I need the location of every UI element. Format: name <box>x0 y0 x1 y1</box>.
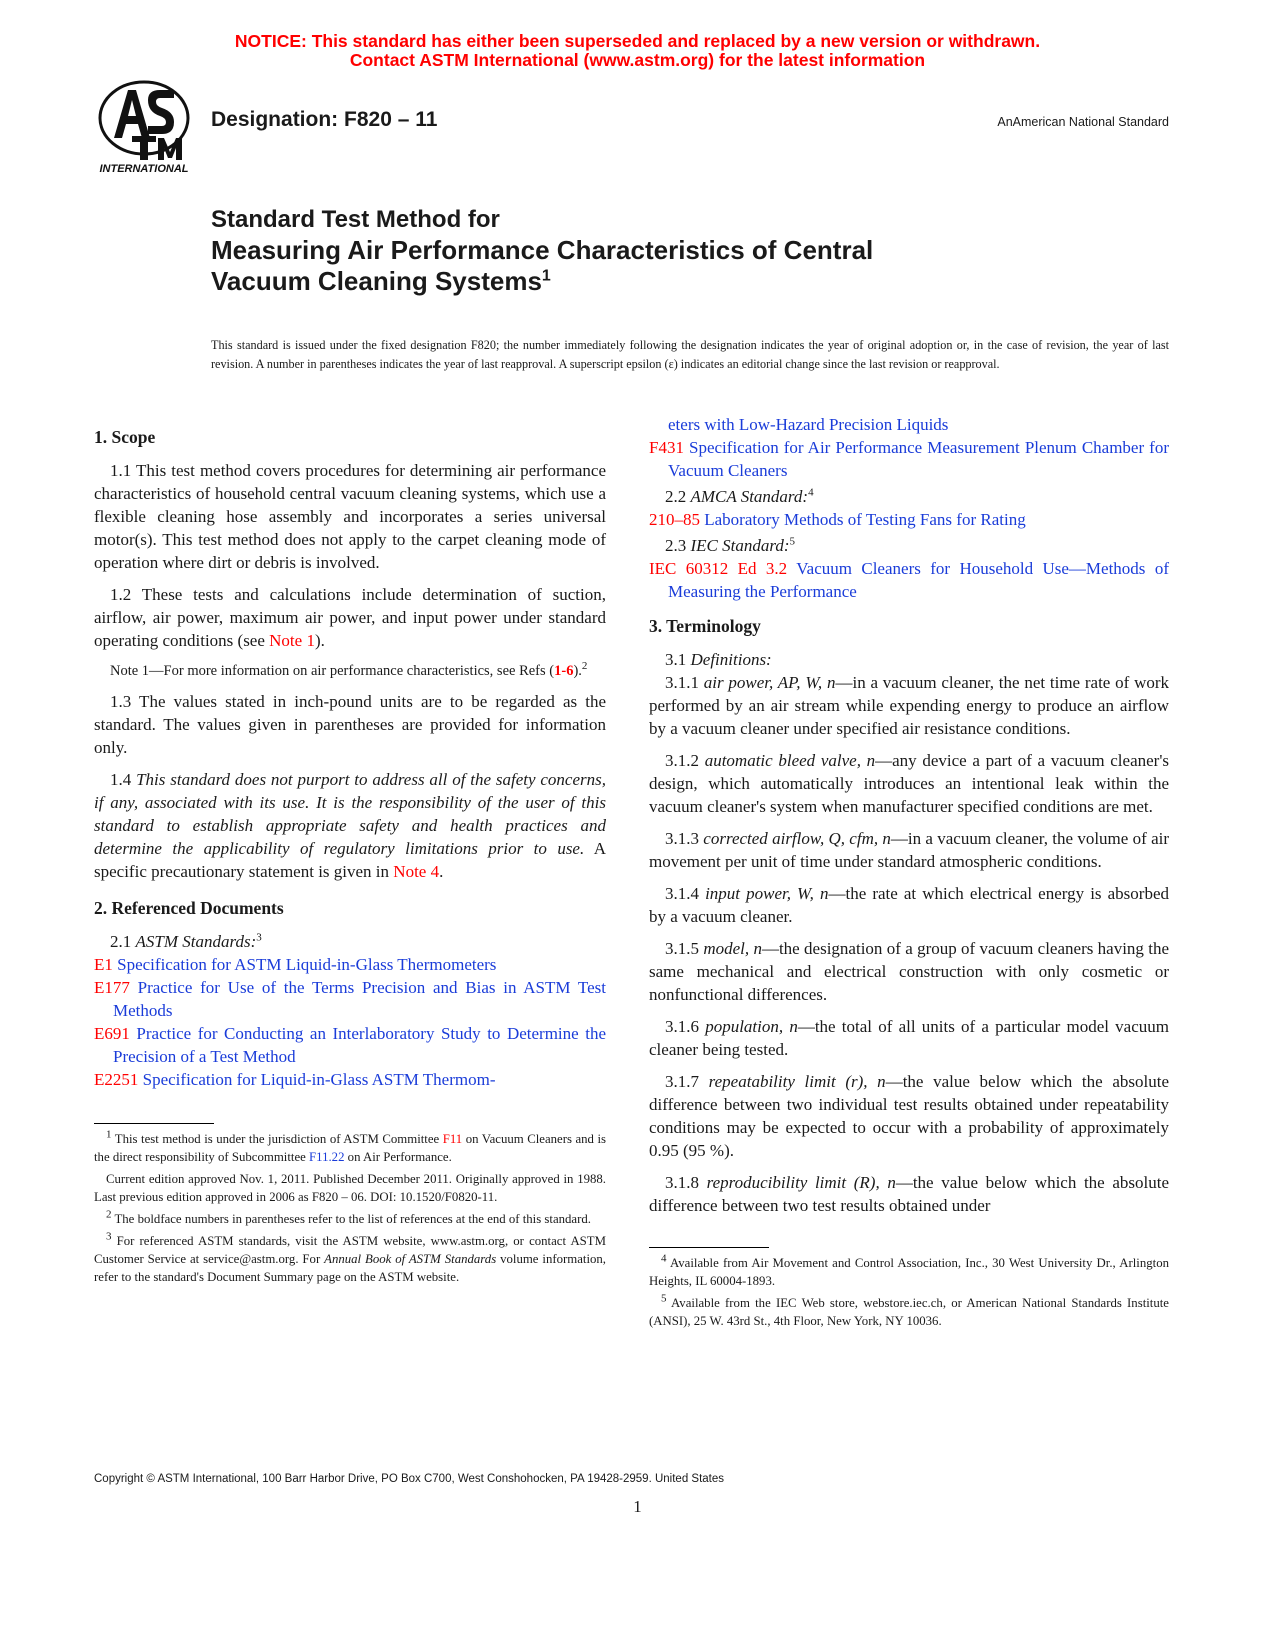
copyright: Copyright © ASTM International, 100 Barr Harbor Drive, PO Box C700, West Conshohocken, PA 19428-2959. United States <box>94 1473 725 1485</box>
para-1-4: 1.4 This standard does not purport to address all of the safety concerns, if any, associated with its use. It is the responsibility of the user of this standard to establish appropriate safety and health practices and determine the applicability of regulatory limitations prior to use. A specific precautionary statement is given in Note 4. <box>94 770 606 881</box>
astm-logo <box>92 80 196 176</box>
para-1-3: 1.3 The values stated in inch-pound units are to be regarded as the standard. The values given in parentheses are provided for information only. <box>94 692 606 757</box>
ref-e2251-cont[interactable]: eters with Low-Hazard Precision Liquids <box>668 415 949 434</box>
footnote-2: $^2$ The boldface numbers in parentheses refer to the list of references at the end of this standard. <box>106 1208 591 1226</box>
para-2-1: 2.1 ASTM Standards:$^3$ <box>110 931 262 951</box>
footnote-4: $^4$ Available from Air Movement and Control Association, Inc., 30 West University Dr., Arlington Heights, IL 60004-1893. <box>649 1252 1169 1288</box>
para-1-2: 1.2 These tests and calculations include determination of suction, airflow, air power, maximum air power, and input power under standard operating conditions (see Note 1). <box>94 585 606 650</box>
ref-amca[interactable]: 210–85 Laboratory Methods of Testing Fans for Rating <box>649 510 1026 529</box>
notice-line-2: Contact ASTM International (www.astm.org) for the latest information <box>349 50 926 70</box>
title-footnote-mark: 1 <box>541 267 551 285</box>
footnote-1: $^1$ This test method is under the jurisdiction of ASTM Committee F11 on Vacuum Cleaners and is the direct responsibility of Subcommittee F11.22 on Air Performance. <box>94 1128 607 1164</box>
logo-text: INTERNATIONAL <box>99 163 189 175</box>
ref-e691[interactable]: E691 Practice for Conducting an Interlaboratory Study to Determine the Precision of a Test Method <box>94 1024 606 1066</box>
title-line-2: Measuring Air Performance Characteristics of Central <box>211 235 874 265</box>
definition-model: 3.1.5 model, n—the designation of a group of vacuum cleaners having the same mechanical and electrical construction with only cosmetic or nonfunctional differences. <box>649 939 1170 1004</box>
ref-f431[interactable]: F431 Specification for Air Performance Measurement Plenum Chamber for Vacuum Cleaners <box>649 438 1169 480</box>
issuance-note: This standard is issued under the fixed designation F820; the number immediately following the designation indicates the year of original adoption or, in the case of revision, the year of last revision. A number in parentheses indicates the year of last reapproval. A superscript epsilon (ε) indicates an editorial change since the last revision or reapproval. <box>211 338 1169 371</box>
note-4-link[interactable]: Note 4 <box>393 862 440 881</box>
notice-line-1: NOTICE: This standard has either been superseded and replaced by a new version or withdrawn. <box>234 31 1041 51</box>
footnote-5: $^5$ Available from the IEC Web store, webstore.iec.ch, or American National Standards Institute (ANSI), 25 W. 43rd St., 4th Floor, New York, NY 10036. <box>649 1292 1169 1328</box>
astm-logo-icon <box>92 80 196 176</box>
title-line-3: Vacuum Cleaning Systems <box>211 266 542 296</box>
designation: Designation: F820 – 11 <box>211 108 438 131</box>
ref-e177[interactable]: E177 Practice for Use of the Terms Precision and Bias in ASTM Test Methods <box>94 978 606 1020</box>
american-national-standard: AnAmerican National Standard <box>997 115 1169 129</box>
page-number: 1 <box>633 1497 642 1516</box>
footnote-rule <box>649 1247 769 1248</box>
para-2-2: 2.2 AMCA Standard:$^4$ <box>665 486 814 506</box>
footnote-1-cont: Current edition approved Nov. 1, 2011. Published December 2011. Originally approved in 1988. Last previous edition approved in 2006 as F820 – 06. DOI: 10.1520/F0820-11. <box>94 1172 606 1204</box>
right-footnotes <box>649 1247 1169 1330</box>
ref-e2251[interactable]: E2251 Specification for Liquid-in-Glass ASTM Thermom- <box>94 1070 496 1089</box>
para-3-1: 3.1 Definitions: <box>665 650 772 669</box>
note-1-link[interactable]: Note 1 <box>269 631 315 650</box>
left-footnotes <box>94 1123 606 1286</box>
definition-repeatability: 3.1.7 repeatability limit (r), n—the value below which the absolute difference between two individual test results obtained under repeatability conditions may be expected to occur with a probability of approximately 0.95 (95 %). <box>649 1072 1169 1160</box>
definition-air-power: 3.1.1 air power, AP, W, n—in a vacuum cleaner, the net time rate of work performed by an air stream while expending energy to produce an airflow by a vacuum cleaner under specified air resistance conditions. <box>649 673 1170 738</box>
document-title <box>211 204 873 297</box>
definition-population: 3.1.6 population, n—the total of all units of a particular model vacuum cleaner being tested. <box>649 1017 1169 1059</box>
refs-link[interactable]: 1-6 <box>554 663 574 679</box>
left-column <box>94 426 606 1290</box>
definition-input-power: 3.1.4 input power, W, n—the rate at which electrical energy is absorbed by a vacuum cleaner. <box>649 884 1169 926</box>
terminology-heading: 3. Terminology <box>649 616 761 636</box>
ref-e1[interactable]: E1 Specification for ASTM Liquid-in-Glass Thermometers <box>94 955 497 974</box>
right-column <box>649 413 1169 1334</box>
note-1: Note 1—For more information on air performance characteristics, see Refs (1-6).$^2$ <box>110 660 588 679</box>
committee-f11-link[interactable]: F11 <box>442 1132 463 1146</box>
ref-iec[interactable]: IEC 60312 Ed 3.2 Vacuum Cleaners for Household Use—Methods of Measuring the Performance <box>649 559 1169 601</box>
scope-heading: 1. Scope <box>94 427 156 447</box>
supersede-notice <box>0 32 1275 70</box>
referenced-documents-heading: 2. Referenced Documents <box>94 898 284 918</box>
para-1-1: 1.1 This test method covers procedures for determining air performance characteristics of household central vacuum cleaning systems, which use a flexible cleaning hose assembly and incorporates a series universal motor(s). This test method does not apply to the carpet cleaning mode of operation where dirt or debris is involved. <box>94 461 606 572</box>
definition-corrected-airflow: 3.1.3 corrected airflow, Q, cfm, n—in a vacuum cleaner, the volume of air movement per unit of time under standard atmospheric conditions. <box>649 829 1169 871</box>
footnote-rule <box>94 1123 214 1124</box>
subcommittee-link[interactable]: F11.22 <box>309 1150 345 1164</box>
para-2-3: 2.3 IEC Standard:$^5$ <box>665 535 796 555</box>
title-line-1: Standard Test Method for <box>211 206 500 233</box>
footnote-3: $^3$ For referenced ASTM standards, visit the ASTM website, www.astm.org, or contact ASTM Customer Service at service@astm.org. For Annual Book of ASTM Standards volume information, refer to the standard's Document Summary page on the ASTM website. <box>94 1230 607 1284</box>
definition-reproducibility: 3.1.8 reproducibility limit (R), n—the value below which the absolute difference between two test results obtained under <box>649 1173 1169 1215</box>
definition-bleed-valve: 3.1.2 automatic bleed valve, n—any device a part of a vacuum cleaner's design, which automatically introduces an intentional leak within the vacuum cleaner's system when manufacturer specified conditions are met. <box>649 751 1170 816</box>
